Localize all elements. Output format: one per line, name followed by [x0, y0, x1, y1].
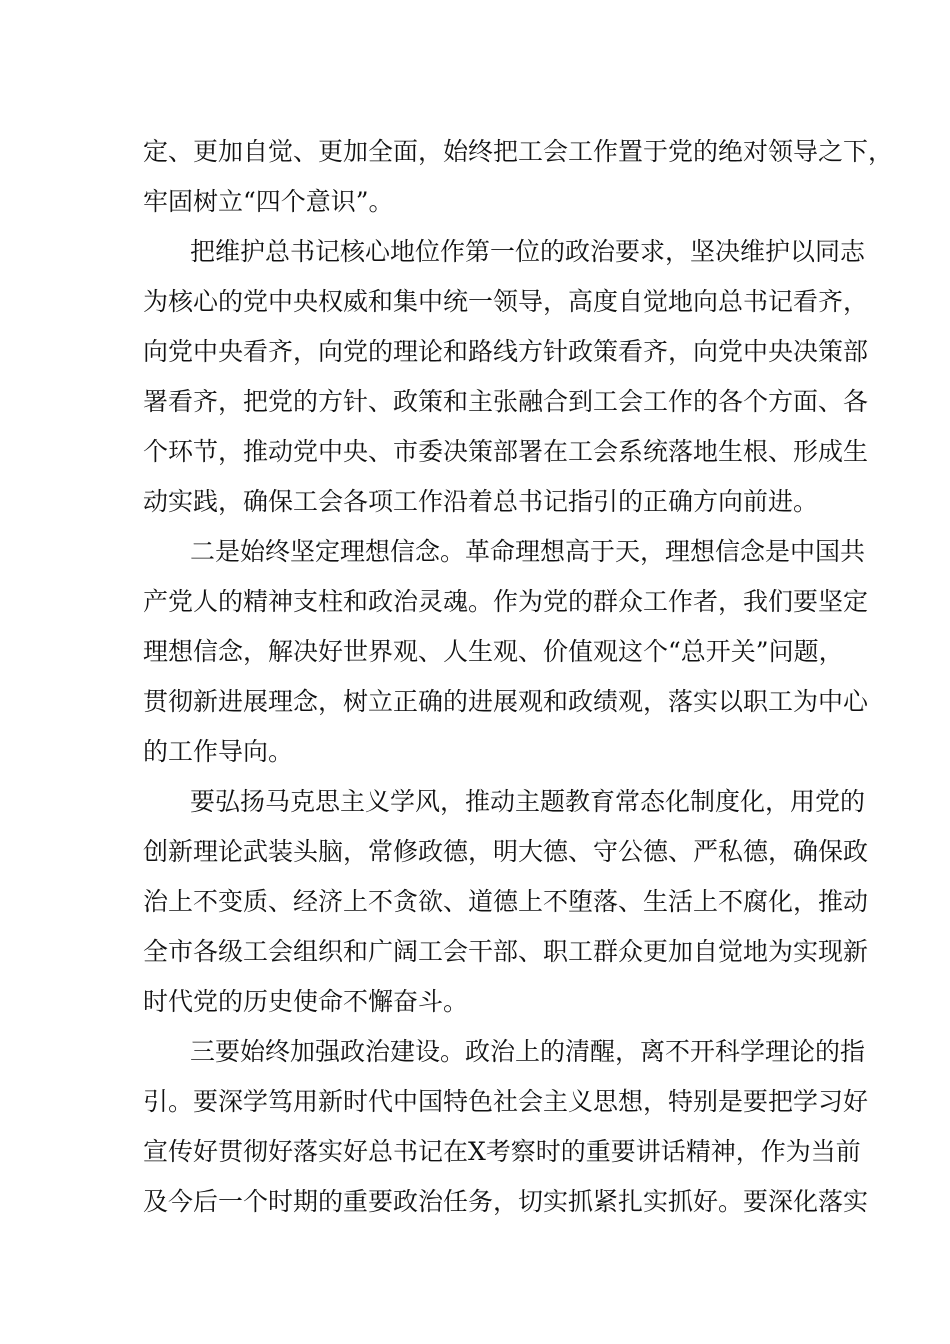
text-line: 向党中央看齐，向党的理论和路线方针政策看齐，向党中央决策部 — [143, 337, 869, 366]
text-line: 署看齐，把党的方针、政策和主张融合到工会工作的各个方面、各 — [143, 387, 869, 416]
paragraph-first-line: 要弘扬马克思主义学风，推动主题教育常态化制度化，用党的 — [190, 787, 866, 816]
text-line: 时代党的历史使命不懈奋斗。 — [143, 987, 469, 1016]
text-line: 产党人的精神支柱和政治灵魂。作为党的群众工作者，我们要坚定 — [143, 587, 869, 616]
text-line: 创新理论武装头脑，常修政德，明大德、守公德、严私德，确保政 — [143, 837, 869, 866]
text-line: 的工作导向。 — [143, 737, 294, 766]
paragraph-first-line: 二是始终坚定理想信念。革命理想高于天，理想信念是中国共 — [190, 537, 866, 566]
text-line: 宣传好贯彻好落实好总书记在X考察时的重要讲话精神，作为当前 — [143, 1137, 861, 1166]
text-line: 全市各级工会组织和广阔工会干部、职工群众更加自觉地为实现新 — [143, 937, 869, 966]
text-line: 定、更加自觉、更加全面，始终把工会工作置于党的绝对领导之下， — [143, 137, 894, 166]
text-line: 为核心的党中央权威和集中统一领导，高度自觉地向总书记看齐， — [143, 287, 869, 316]
text-line: 动实践，确保工会各项工作沿着总书记指引的正确方向前进。 — [143, 487, 819, 516]
text-line: 治上不变质、经济上不贪欲、道德上不堕落、生活上不腐化，推动 — [143, 887, 869, 916]
text-line: 个环节，推动党中央、市委决策部署在工会系统落地生根、形成生 — [143, 437, 869, 466]
text-line: 理想信念，解决好世界观、人生观、价值观这个“总开关”问题， — [143, 637, 844, 666]
text-line: 及今后一个时期的重要政治任务，切实抓紧扎实抓好。要深化落实 — [143, 1187, 869, 1216]
paragraph-first-line: 把维护总书记核心地位作第一位的政治要求，坚决维护以同志 — [190, 237, 866, 266]
text-line: 贯彻新进展理念，树立正确的进展观和政绩观，落实以职工为中心 — [143, 687, 869, 716]
paragraph-first-line: 三要始终加强政治建设。政治上的清醒，离不开科学理论的指 — [190, 1037, 866, 1066]
text-line: 牢固树立“四个意识”。 — [143, 187, 394, 216]
text-line: 引。要深学笃用新时代中国特色社会主义思想，特别是要把学习好 — [143, 1087, 869, 1116]
